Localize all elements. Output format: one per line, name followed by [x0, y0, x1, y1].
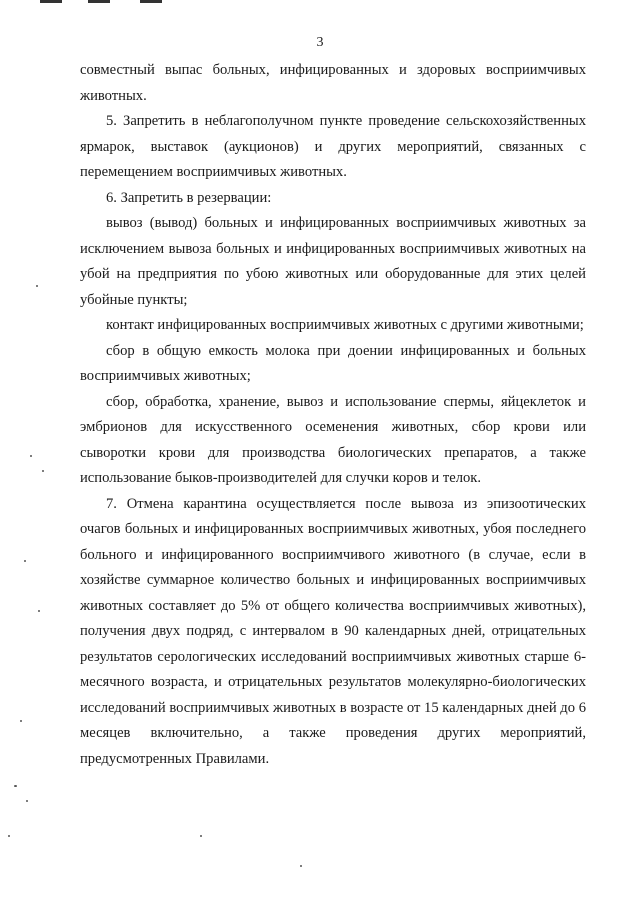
scan-speck: [20, 720, 22, 722]
scan-edge-mark: [88, 0, 110, 3]
scan-edge-mark: [140, 0, 162, 3]
document-body: [80, 58, 586, 772]
paragraph-prohibition-milk: сбор в общую емкость молока при доении инфицированных и больных восприимчивых животных;: [80, 342, 586, 384]
scan-speck: [42, 470, 44, 472]
scan-speck: [38, 610, 40, 612]
scan-speck: [26, 800, 28, 802]
paragraph-item-6: 6. Запретить в резервации:: [106, 189, 272, 206]
scan-speck: [8, 835, 10, 837]
paragraph-item-5: 5. Запретить в неблагополучном пункте проведение сельскохозяйственных ярмарок, выставок (аукционов) и других мероприятий, связанных с перемещением восприимчивых животных.: [80, 113, 586, 180]
page-number: 3: [316, 35, 324, 50]
scan-speck: [36, 285, 38, 287]
scan-speck: [14, 785, 17, 787]
paragraph-prohibition-contact: контакт инфицированных восприимчивых животных с другими животными;: [106, 317, 584, 333]
paragraph-prohibition-removal: вывоз (вывод) больных и инфицированных восприимчивых животных за исключением вывоза больных и инфицированных восприимчивых животных на убой на предприятия по убою животных или оборудованные для этих целей убойные пункты;: [80, 215, 586, 308]
paragraph-item-7: 7. Отмена карантина осуществляется после вывоза из эпизоотических очагов больных и инфицированных восприимчивых животных, убоя последнего больного и инфицированного восприимчивого животного (в случае, если в хозяйстве суммарное количество больных и инфицированных восприимчивых животных составляет до 5% от общего количества восприимчивых животных), получения двух подряд, с интервалом в 90 календарных дней, отрицательных результатов серологических исследований восприимчивых животных старше 6-месячного возраста, и отрицательных результатов молекулярно-биологических исследований восприимчивых животных в возрасте от 15 календарных дней до 6 месяцев включительно, а также проведения других мероприятий, предусмотренных Правилами.: [80, 495, 586, 767]
scan-speck: [30, 455, 32, 457]
paragraph-prohibition-sperm: сбор, обработка, хранение, вывоз и использование спермы, яйцеклеток и эмбрионов для искусственного осеменения животных, сбор крови или сыворотки крови для производства биологических препаратов, а также использование быков-производителей для случки коров и телок.: [80, 393, 586, 486]
paragraph-continuation: совместный выпас больных, инфицированных и здоровых восприимчивых животных.: [80, 62, 586, 104]
scan-speck: [200, 835, 202, 837]
scan-speck: [24, 560, 26, 562]
scan-speck: [300, 865, 302, 867]
scan-edge-mark: [40, 0, 62, 3]
